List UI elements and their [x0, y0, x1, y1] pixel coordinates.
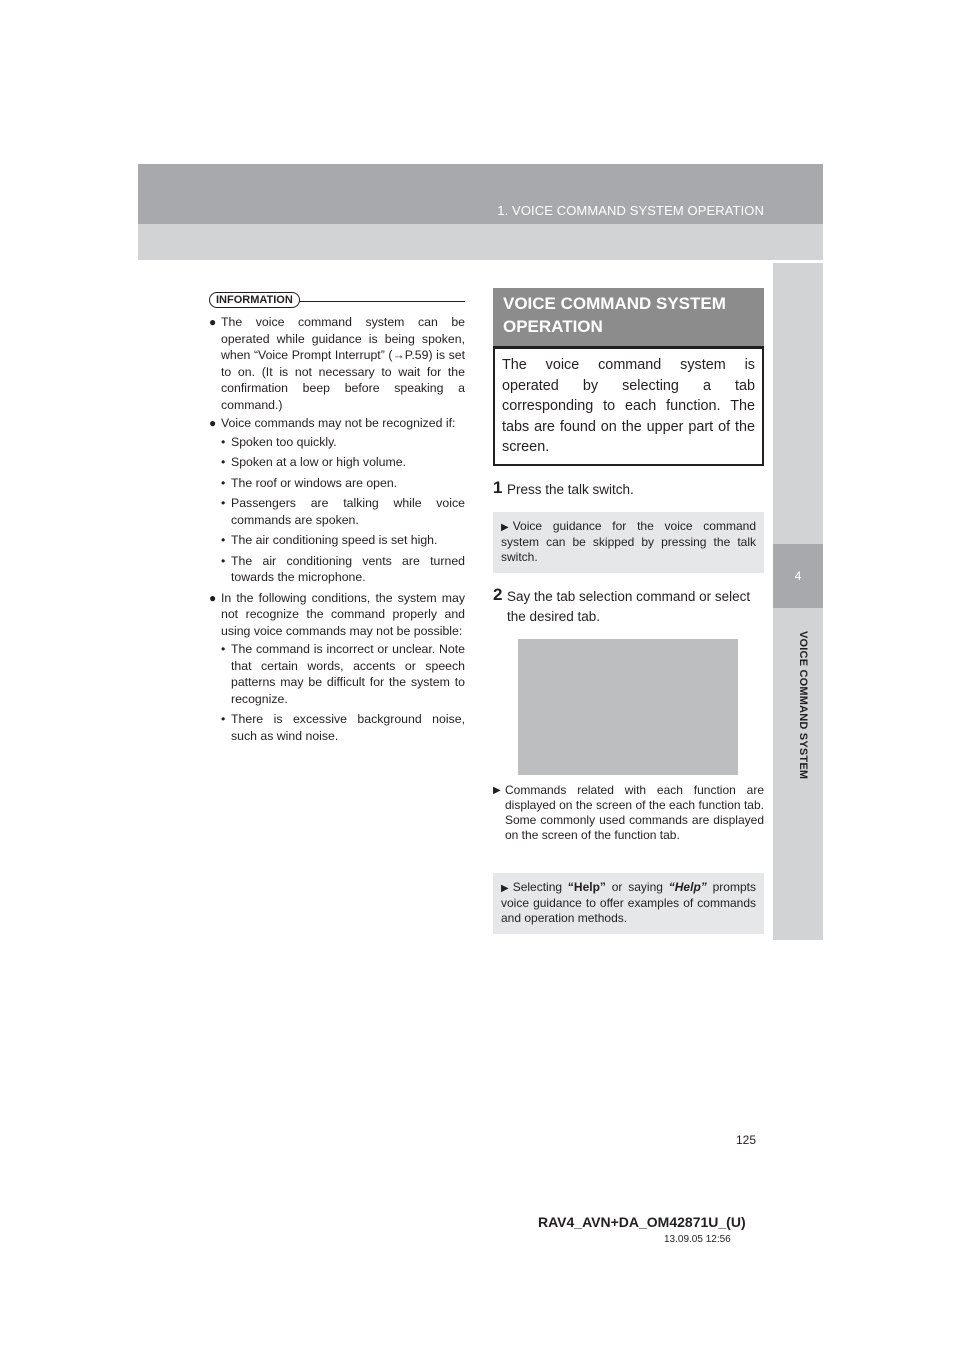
info-subitem: • The air conditioning vents are turned towards the microphone.	[221, 553, 465, 584]
document-code: RAV4_AVN+DA_OM42871U_(U)	[538, 1214, 746, 1230]
info-subitem: • The command is incorrect or unclear. Note that certain words, accents or speech patterns may be difficult for the system to recognize.	[221, 642, 465, 706]
triangle-bullet-icon: ▶	[493, 784, 501, 796]
step-text: Say the tab selection command or select the desired tab.	[507, 588, 751, 624]
triangle-bullet-icon: ▶	[501, 521, 509, 533]
main-section	[493, 288, 764, 934]
information-label: INFORMATION	[209, 292, 300, 308]
triangle-bullet-icon: ▶	[501, 882, 509, 894]
intro-text: The voice command system is operated by selecting a tab corresponding to each function. The tabs are found on the upper part of the screen.	[493, 349, 764, 466]
info-bullet-3: ● In the following conditions, the system may not recognize the command properly and using voice commands may not be possible: • The command is incorrect or unclear. Note that certain words, accents or speech patterns may be difficult for the system to recognize. • There is excessive background noise, such as wind noise.	[209, 590, 465, 743]
info-subitem: • Passengers are talking while voice commands are spoken.	[221, 496, 465, 527]
step-number: 1	[493, 477, 503, 497]
screen-image-placeholder	[518, 639, 738, 775]
information-rule	[299, 301, 465, 302]
bullet-dot-icon: ●	[209, 590, 217, 605]
information-section	[209, 290, 465, 748]
bullet-dot-icon: ●	[209, 315, 217, 329]
step-text: Press the talk switch.	[507, 481, 634, 497]
section-title: 1. VOICE COMMAND SYSTEM OPERATION	[497, 203, 764, 218]
note-2: ▶ Commands related with each function are displayed on the screen of the each function tab. Some commonly used commands are displayed on the screen of the function tab.	[493, 782, 764, 842]
info-subitem: • The roof or windows are open.	[221, 475, 398, 490]
chapter-number-tab: 4	[773, 544, 823, 608]
bullet-dot-icon: ●	[209, 416, 217, 430]
header-subband	[138, 224, 823, 260]
chapter-label: VOICE COMMAND SYSTEM	[797, 630, 809, 780]
info-bullet-1: ● The voice command system can be operated while guidance is being spoken, when “Voice Prompt Interrupt” (→P.59) is set to on. (It is not necessary to wait for the confirmation beep before speaking a command.)	[209, 315, 465, 412]
info-bullet-2: ● Voice commands may not be recognized if: • Spoken too quickly. • Spoken at a low or high volume. • The roof or windows are open. • Passengers are talking while voice commands are spoken. • The air conditioning speed is set high. • The air conditioning vents are turned towards the microphone.	[209, 416, 465, 584]
note-box-3: ▶ Selecting “Help” or saying “Help” prompts voice guidance to offer examples of commands and operation methods.	[493, 873, 764, 934]
step-2	[493, 584, 764, 627]
section-heading: VOICE COMMAND SYSTEM OPERATION	[493, 288, 764, 349]
step-number: 2	[493, 584, 503, 604]
step-1	[493, 477, 764, 500]
print-timestamp: 13.09.05 12:56	[664, 1234, 731, 1245]
info-subitem: • Spoken at a low or high volume.	[221, 455, 406, 469]
info-subitem: • The air conditioning speed is set high.	[221, 533, 438, 547]
note-box-1: ▶ Voice guidance for the voice command system can be skipped by pressing the talk switch.	[493, 512, 764, 573]
info-subitem: • Spoken too quickly.	[221, 434, 337, 449]
page-number: 125	[736, 1133, 757, 1147]
info-subitem: • There is excessive background noise, such as wind noise.	[221, 712, 465, 743]
side-tab-strip-upper	[773, 263, 823, 544]
